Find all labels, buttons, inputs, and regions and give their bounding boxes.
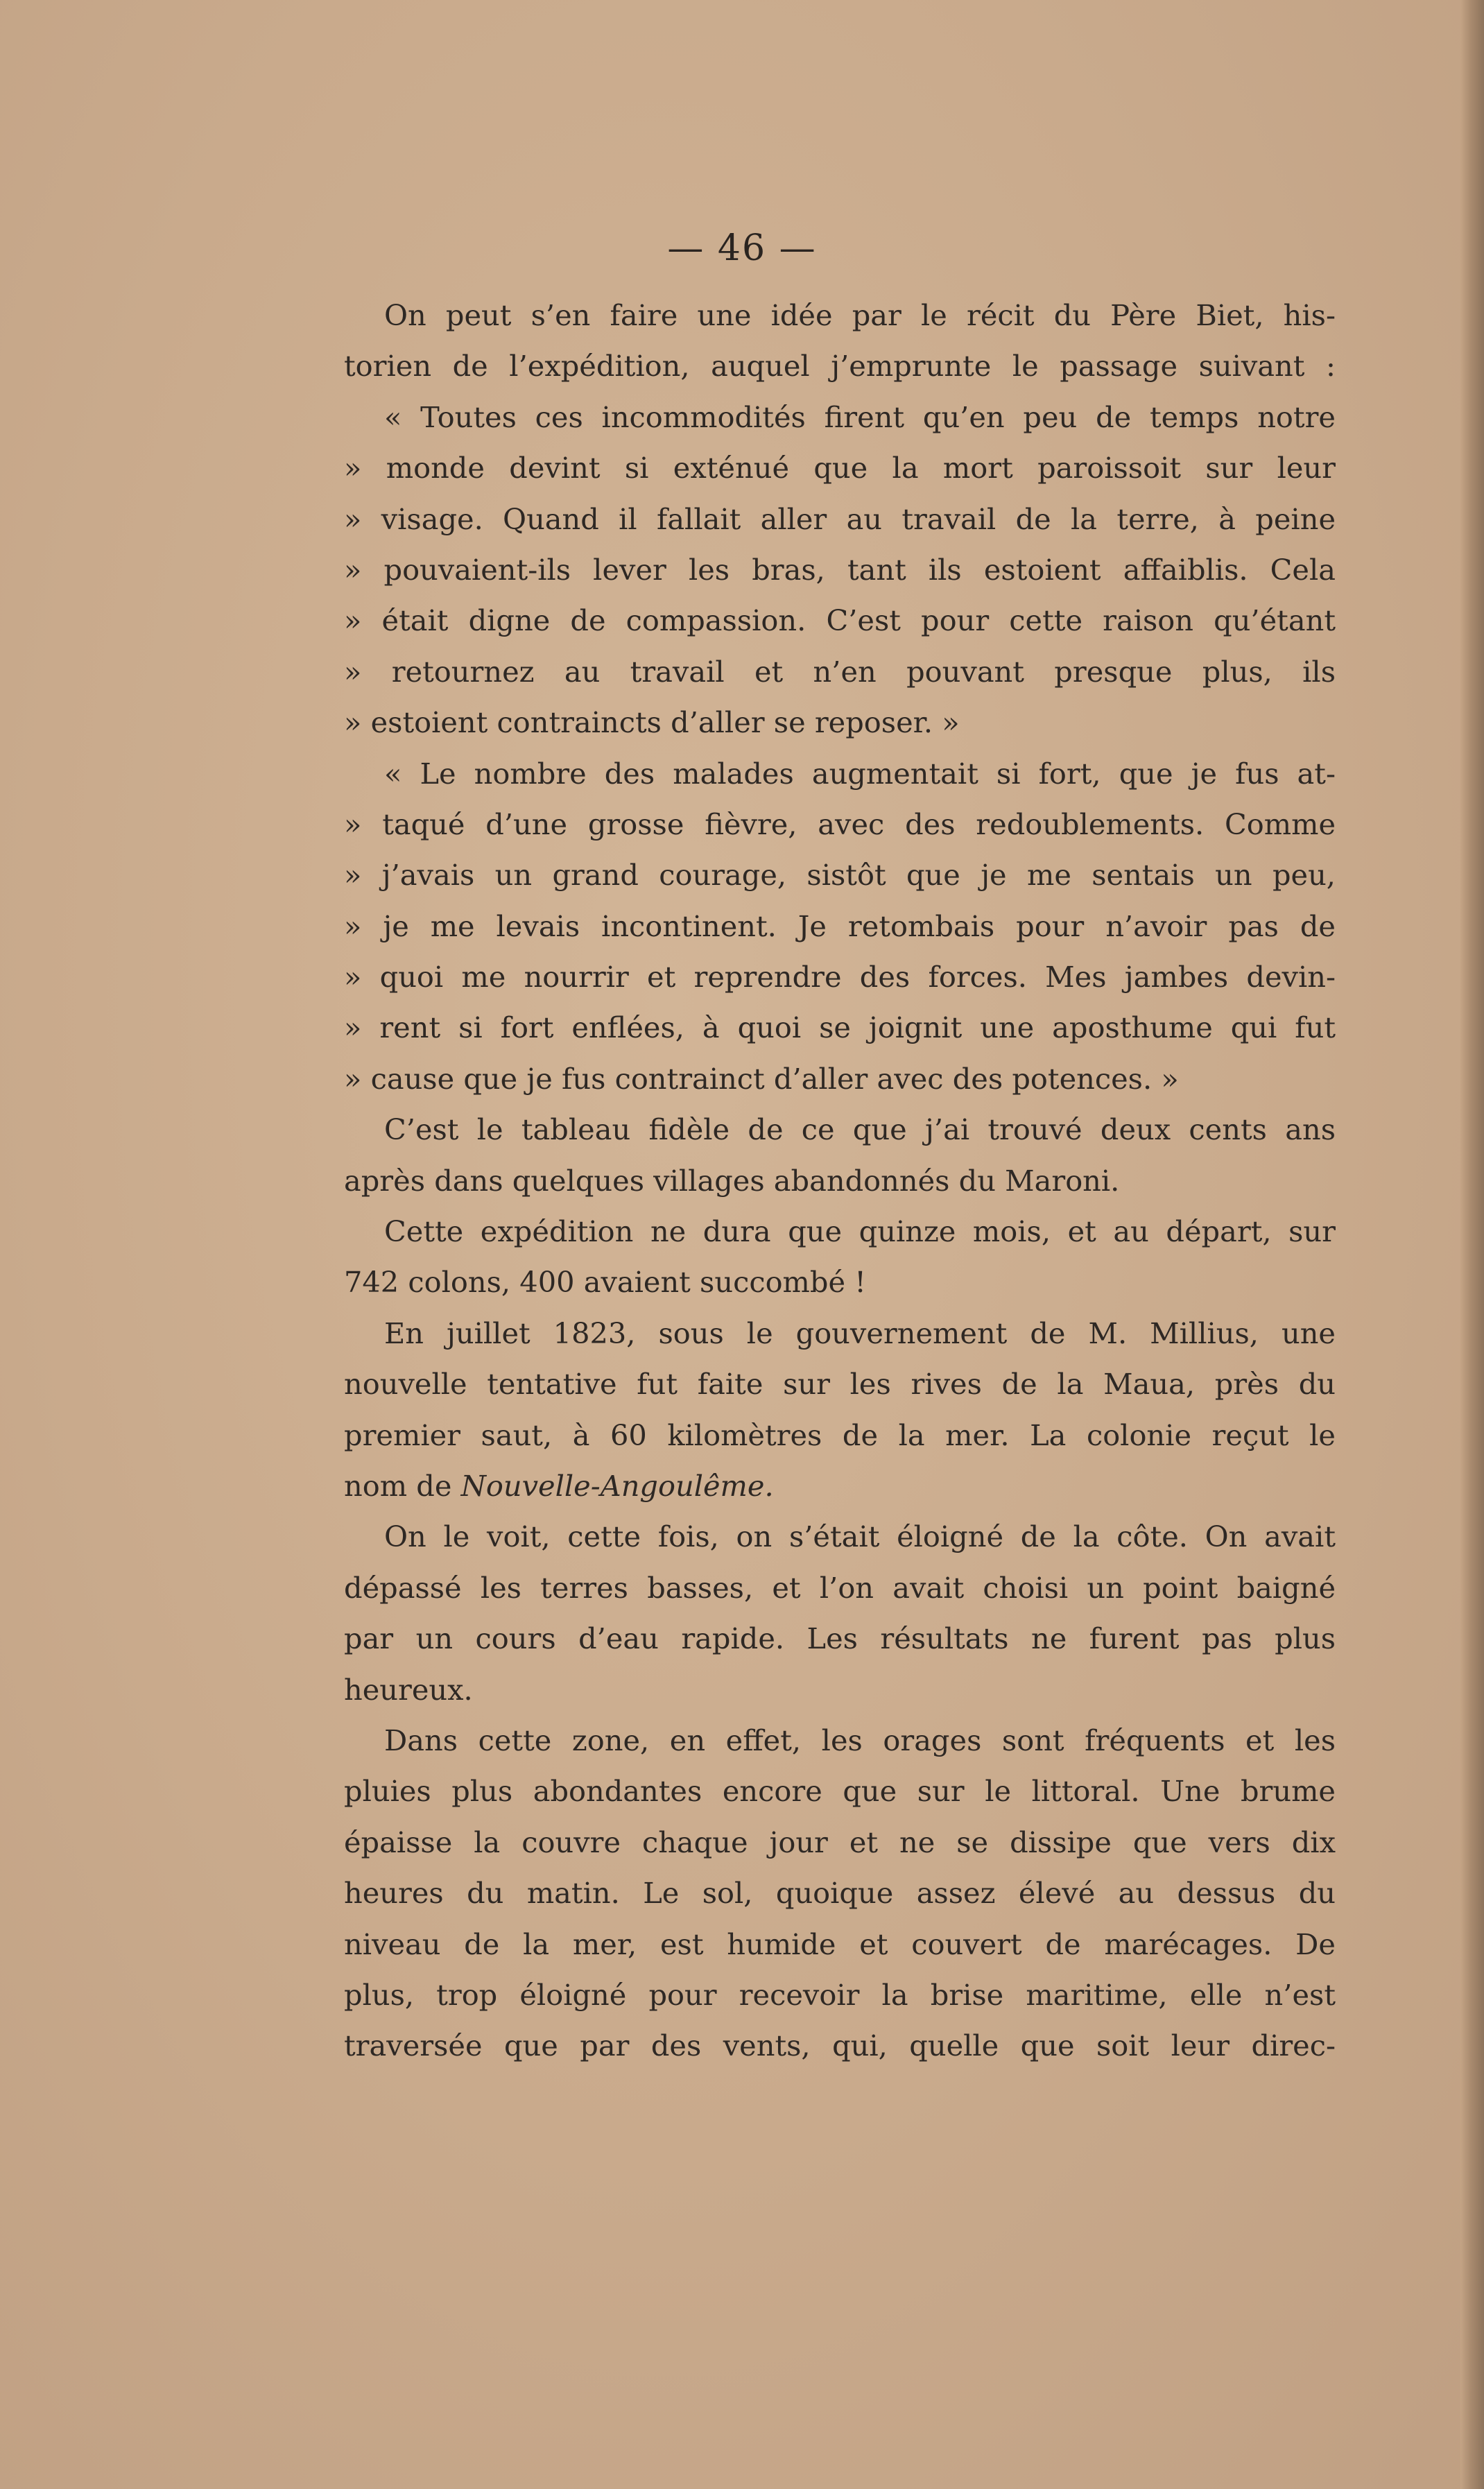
text-line: » rent si fort enflées, à quoi se joignit une aposthume qui fut	[344, 1010, 1336, 1045]
text-line: nouvelle tentative fut faite sur les rives de la Maua, près du	[344, 1367, 1336, 1402]
text-line: plus, trop éloigné pour recevoir la brise maritime, elle n’est	[344, 1977, 1336, 2012]
body-text	[344, 290, 1336, 2072]
text-line: « Toutes ces incommodités firent qu’en peu de temps notre	[384, 399, 1336, 434]
text-line: Cette expédition ne dura que quinze mois, et au départ, sur	[384, 1214, 1336, 1249]
text-line	[344, 1461, 1336, 1511]
text-line-roman: nom de	[344, 1468, 461, 1503]
text-line: C’est le tableau fidèle de ce que j’ai trouvé deux cents ans	[384, 1112, 1336, 1147]
page-edge	[1460, 0, 1484, 2489]
text-line: » estoient contraincts d’aller se reposer. »	[344, 705, 960, 740]
text-line: » était digne de compassion. C’est pour cette raison qu’étant	[344, 603, 1336, 638]
text-line: premier saut, à 60 kilomètres de la mer. La colonie reçut le	[344, 1418, 1336, 1452]
text-line: heureux.	[344, 1672, 473, 1707]
text-line: torien de l’expédition, auquel j’emprunte le passage suivant :	[344, 349, 1336, 384]
text-line: 742 colons, 400 avaient succombé !	[344, 1265, 866, 1300]
text-line: « Le nombre des malades augmentait si fort, que je fus at-	[384, 756, 1336, 791]
text-line: après dans quelques villages abandonnés du Maroni.	[344, 1163, 1120, 1198]
text-line: » cause que je fus contrainct d’aller avec des potences. »	[344, 1061, 1179, 1096]
text-line: » j’avais un grand courage, sistôt que je me sentais un peu,	[344, 858, 1336, 893]
text-line: Dans cette zone, en effet, les orages sont fréquents et les	[384, 1723, 1336, 1757]
text-line: » quoi me nourrir et reprendre des forces. Mes jambes devin-	[344, 960, 1336, 994]
text-line: » taqué d’une grosse fièvre, avec des redoublements. Comme	[344, 807, 1336, 841]
text-line: » monde devint si exténué que la mort paroissoit sur leur	[344, 451, 1336, 485]
text-line-italic: Nouvelle-Angoulême.	[460, 1468, 774, 1503]
text-line: niveau de la mer, est humide et couvert de marécages. De	[344, 1927, 1336, 1961]
text-line: heures du matin. Le sol, quoique assez élevé au dessus du	[344, 1876, 1336, 1911]
text-line: pluies plus abondantes encore que sur le littoral. Une brume	[344, 1774, 1336, 1809]
text-line: On le voit, cette fois, on s’était éloigné de la côte. On avait	[384, 1519, 1336, 1554]
text-line: On peut s’en faire une idée par le récit du Père Biet, his-	[384, 298, 1336, 332]
text-line: » visage. Quand il fallait aller au travail de la terre, à peine	[344, 501, 1336, 536]
text-line: En juillet 1823, sous le gouvernement de M. Millius, une	[384, 1316, 1336, 1350]
text-line: » retournez au travail et n’en pouvant presque plus, ils	[344, 654, 1336, 689]
text-line: » je me levais incontinent. Je retombais pour n’avoir pas de	[344, 908, 1336, 943]
text-line: dépassé les terres basses, et l’on avait choisi un point baigné	[344, 1570, 1336, 1605]
text-line: épaisse la couvre chaque jour et ne se dissipe que vers dix	[344, 1825, 1336, 1859]
text-line: par un cours d’eau rapide. Les résultats ne furent pas plus	[344, 1621, 1336, 1656]
text-line: traversée que par des vents, qui, quelle que soit leur direc-	[344, 2029, 1336, 2063]
text-line: » pouvaient-ils lever les bras, tant ils estoient affaiblis. Cela	[344, 552, 1336, 587]
page-number: — 46 —	[667, 227, 817, 269]
